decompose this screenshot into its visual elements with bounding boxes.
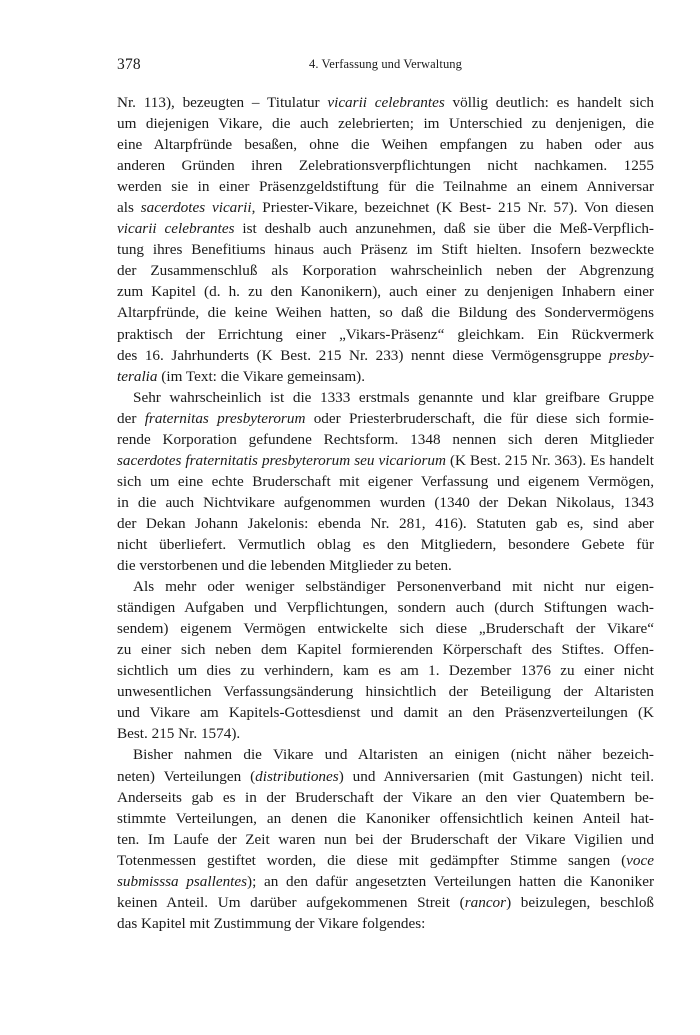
italic-latin-term: distributiones [255, 767, 339, 785]
italic-latin-term: presby- [609, 346, 654, 364]
italic-latin-term: sacerdotes fraternitatis presbyterorum seu vicariorum [117, 451, 446, 469]
text-line [117, 913, 654, 934]
text-run: Altarpfründe, die keine Weihen hatten, so daß die Bildung des Sondervermögens [117, 304, 654, 322]
text-line [117, 429, 654, 450]
text-line [117, 597, 654, 618]
text-line [117, 787, 654, 808]
text-line [117, 723, 654, 744]
text-run: ) beizulegen, beschloß [506, 893, 655, 911]
text-run: ständigen Aufgaben und Verpflichtungen, sondern auch (durch Stiftungen wach- [117, 599, 654, 617]
text-line [117, 639, 654, 660]
text-line [117, 808, 654, 829]
text-line [117, 281, 654, 302]
text-run: nicht überliefert. Vermutlich oblag es den Mitgliedern, besondere Gebete für [117, 535, 654, 553]
text-run: oder Priesterbruderschaft, die für diese sich formie- [305, 409, 654, 427]
italic-latin-term: fraternitas presbyterorum [144, 409, 306, 427]
text-run: völlig deutlich: es handelt sich [444, 94, 654, 111]
text-run: eine Altarpfründe besaßen, ohne die Weihen empfangen zu haben oder aus [117, 136, 654, 154]
text-run: sichtlich um dies zu verhindern, kam es am 1. Dezember 1376 zu einer nicht [117, 662, 654, 680]
text-line [117, 702, 654, 723]
italic-latin-term: submisssa psallentes [117, 872, 248, 890]
text-line [117, 829, 654, 850]
text-line [117, 324, 654, 345]
text-run: Nr. 113), bezeugten – Titulatur [117, 94, 328, 111]
text-run: sendem) eigenem Vermögen entwickelte sich diese „Bruderschaft der Vikare“ [117, 620, 654, 638]
text-run: Sehr wahrscheinlich ist die 1333 erstmals genannte und klar greifbare Gruppe [133, 388, 654, 406]
text-line [117, 534, 654, 555]
text-run: (im Text: die Vikare gemeinsam). [157, 367, 365, 385]
text-run: das Kapitel mit Zustimmung der Vikare folgendes: [117, 914, 426, 932]
text-line [117, 155, 654, 176]
text-run: , Priester-Vikare, bezeichnet (K Best- 215 Nr. 57). Von diesen [251, 199, 654, 217]
text-run: ); an den dafür angesetzten Verteilungen hatten die Kanoniker [247, 872, 654, 890]
italic-latin-term: vicarii celebrantes [117, 220, 235, 238]
page-number: 378 [117, 56, 141, 73]
text-line [117, 408, 654, 429]
text-line [117, 387, 654, 408]
text-run: neten) Verteilungen ( [117, 767, 256, 785]
text-run: in die auch Nichtvikare aufgenommen wurden (1340 der Dekan Nikolaus, 1343 [117, 493, 654, 511]
text-line [117, 555, 654, 576]
text-line [117, 302, 654, 323]
text-run: und Vikare am Kapitels-Gottesdienst und damit an den Präsenzverteilungen (K [117, 704, 654, 722]
text-line [117, 576, 654, 597]
text-run: Best. 215 Nr. 1574). [117, 725, 241, 743]
text-line [117, 492, 654, 513]
text-run: sich um eine echte Bruderschaft mit eigener Verfassung und eigenem Vermögen, [117, 472, 654, 490]
italic-latin-term: rancor [464, 893, 507, 911]
text-line [117, 260, 654, 281]
italic-latin-term: voce [626, 851, 654, 869]
text-run: anderen Gründen ihren Zelebrationsverpflichtungen nicht nachkamen. 1255 [117, 157, 654, 175]
text-run: stimmte Verteilungen, an denen die Kanoniker offensichtlich keinen Anteil hat- [117, 809, 654, 827]
page-header [117, 56, 654, 76]
text-run: um diejenigen Vikare, die auch zelebrierten; im Unterschied zu denjenigen, die [117, 115, 654, 133]
text-run: (K Best. 215 Nr. 363). Es handelt [445, 451, 654, 469]
text-run: der Zusammenschluß als Korporation wahrscheinlich neben der Abgrenzung [117, 262, 654, 280]
text-run: tung ihres Benefitiums hinaus auch Präsenz im Stift hielten. Insofern bezweckte [117, 241, 654, 259]
text-run: praktisch der Errichtung einer „Vikars-Präsenz“ gleichkam. Ein Rückvermerk [117, 325, 654, 343]
text-run: zum Kapitel (d. h. zu den Kanonikern), auch einer zu denjenigen Inhabern einer [117, 283, 654, 301]
text-line [117, 744, 654, 765]
italic-latin-term: teralia [117, 367, 158, 385]
text-line [117, 113, 654, 134]
text-run: ) und Anniversarien (mit Gastungen) nicht teil. [338, 767, 655, 785]
text-line [117, 366, 654, 387]
text-line [117, 197, 654, 218]
text-run: die verstorbenen und die lebenden Mitglieder zu beten. [117, 557, 452, 575]
text-line [117, 345, 654, 366]
text-run: des 16. Jahrhunderts (K Best. 215 Nr. 233) nennt diese Vermögensgruppe [117, 346, 610, 364]
italic-latin-term: vicarii celebrantes [327, 94, 445, 111]
text-line [117, 92, 654, 113]
text-run: Bisher nahmen die Vikare und Altaristen an einigen (nicht näher bezeich- [133, 746, 654, 764]
text-line [117, 766, 654, 787]
running-title: 4. Verfassung und Verwaltung [308, 57, 462, 71]
italic-latin-term: sacerdotes vicarii [140, 199, 252, 217]
text-line [117, 618, 654, 639]
text-run: ten. Im Laufe der Zeit waren nun bei der Bruderschaft der Vikare Vigilien und [117, 830, 654, 848]
text-line [117, 450, 654, 471]
text-run: als [117, 199, 141, 217]
text-line [117, 892, 654, 913]
text-run: der [117, 409, 145, 427]
text-run: werden sie in einer Präsenzgeldstiftung für die Teilnahme an einem Anniversar [117, 178, 654, 196]
text-run: ist deshalb auch anzunehmen, daß sie über die Meß-Verpflich- [234, 220, 654, 238]
text-line [117, 513, 654, 534]
text-line [117, 218, 654, 239]
text-line [117, 850, 654, 871]
text-run: Anderseits gab es in der Bruderschaft der Vikare an den vier Quatembern be- [117, 788, 654, 806]
text-run: keinen Anteil. Um darüber aufgekommenen Streit ( [117, 893, 465, 911]
text-run: rende Korporation gefundene Rechtsform. 1348 nennen sich deren Mitglieder [117, 430, 654, 448]
text-run: zu einer sich neben dem Kapitel formierenden Körperschaft des Stiftes. Offen- [117, 641, 654, 659]
text-run: Als mehr oder weniger selbständiger Personenverband mit nicht nur eigen- [133, 578, 654, 596]
text-line [117, 176, 654, 197]
text-line [117, 660, 654, 681]
text-line [117, 239, 654, 260]
body-text [117, 92, 654, 934]
text-run: der Dekan Johann Jakelonis: ebenda Nr. 281, 416). Statuten gab es, sind aber [117, 514, 654, 532]
text-run: unwesentlichen Verfassungsänderung hinsichtlich der Beteiligung der Altaristen [117, 683, 654, 701]
text-line [117, 471, 654, 492]
text-run: Totenmessen gestiftet worden, die diese mit gedämpfter Stimme sangen ( [117, 851, 627, 869]
text-line [117, 871, 654, 892]
text-line [117, 681, 654, 702]
text-line [117, 134, 654, 155]
